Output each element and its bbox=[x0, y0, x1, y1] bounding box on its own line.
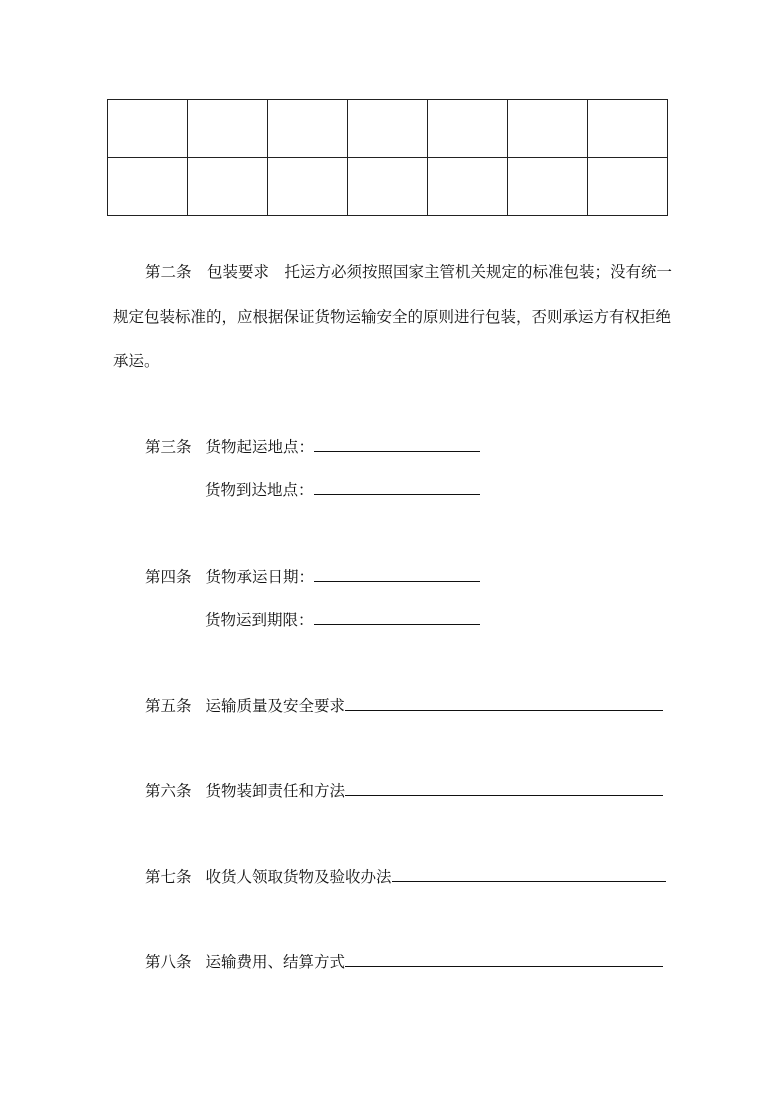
origin-blank-field[interactable] bbox=[314, 436, 480, 452]
table-cell[interactable] bbox=[348, 158, 428, 216]
article7-blank-field[interactable] bbox=[392, 866, 666, 882]
article3-dest-row bbox=[205, 478, 480, 500]
table-row bbox=[108, 158, 668, 216]
table-cell[interactable] bbox=[268, 100, 348, 158]
table-row bbox=[108, 100, 668, 158]
table-cell[interactable] bbox=[588, 100, 668, 158]
article2-line1: 第二条 包装要求 托运方必须按照国家主管机关规定的标准包装；没有统一 bbox=[145, 263, 673, 281]
date-label: 货物承运日期： bbox=[205, 568, 315, 586]
table-cell[interactable] bbox=[188, 100, 268, 158]
origin-label: 货物起运地点： bbox=[205, 438, 315, 456]
article8-number: 第八条 bbox=[145, 953, 192, 971]
article2-line2: 规定包装标准的，应根据保证货物运输安全的原则进行包装，否则承运方有权拒绝 bbox=[113, 308, 672, 326]
table-cell[interactable] bbox=[108, 158, 188, 216]
table-cell[interactable] bbox=[428, 100, 508, 158]
table-cell[interactable] bbox=[268, 158, 348, 216]
article8-blank-field[interactable] bbox=[345, 951, 663, 967]
article4-number: 第四条 bbox=[145, 568, 192, 586]
cargo-grid-table bbox=[107, 99, 668, 216]
table-cell[interactable] bbox=[428, 158, 508, 216]
table-cell[interactable] bbox=[508, 100, 588, 158]
article3-number: 第三条 bbox=[145, 438, 192, 456]
article6-number: 第六条 bbox=[145, 782, 192, 800]
article5-row bbox=[145, 694, 663, 716]
article6-label: 货物装卸责任和方法 bbox=[205, 782, 346, 800]
article6-row bbox=[145, 779, 663, 801]
date-blank-field[interactable] bbox=[314, 566, 480, 582]
article3-row bbox=[145, 435, 480, 457]
dest-label: 货物到达地点： bbox=[205, 481, 314, 499]
table-cell[interactable] bbox=[508, 158, 588, 216]
article7-label: 收货人领取货物及验收办法 bbox=[205, 868, 392, 886]
deadline-blank-field[interactable] bbox=[314, 609, 480, 625]
article7-row bbox=[145, 865, 666, 887]
article4-deadline-row bbox=[205, 608, 480, 630]
article7-number: 第七条 bbox=[145, 868, 192, 886]
article8-label: 运输费用、结算方式 bbox=[205, 953, 346, 971]
article2-line3: 承运。 bbox=[113, 352, 160, 370]
dest-blank-field[interactable] bbox=[314, 479, 480, 495]
table-cell[interactable] bbox=[108, 100, 188, 158]
table-cell[interactable] bbox=[188, 158, 268, 216]
article4-row bbox=[145, 565, 480, 587]
deadline-label: 货物运到期限： bbox=[205, 611, 314, 629]
article8-row bbox=[145, 950, 663, 972]
table-cell[interactable] bbox=[588, 158, 668, 216]
article6-blank-field[interactable] bbox=[345, 780, 663, 796]
table-cell[interactable] bbox=[348, 100, 428, 158]
article5-blank-field[interactable] bbox=[345, 695, 663, 711]
article5-label: 运输质量及安全要求 bbox=[205, 697, 346, 715]
article5-number: 第五条 bbox=[145, 697, 192, 715]
